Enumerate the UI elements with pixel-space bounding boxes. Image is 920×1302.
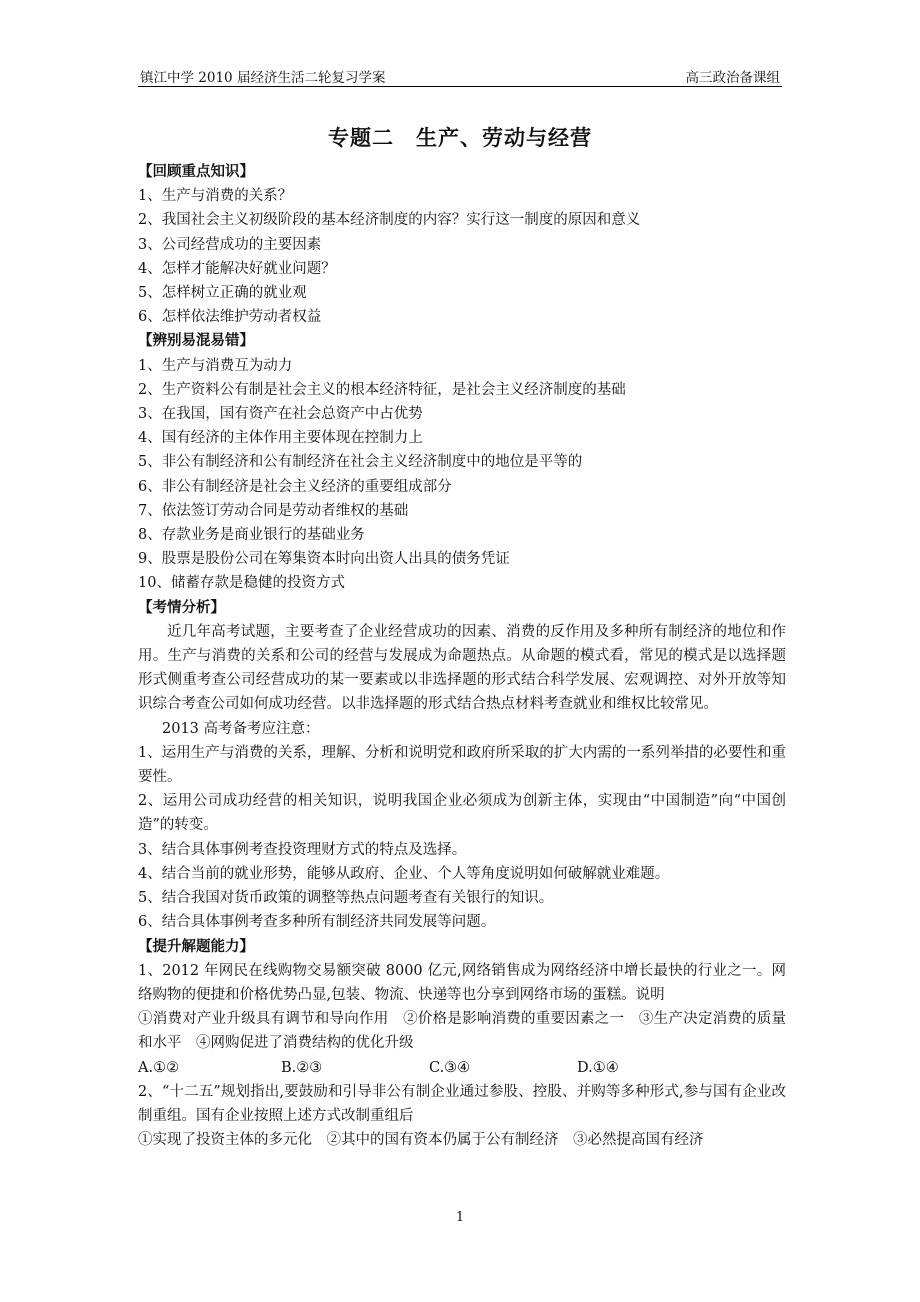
review-item: 5、怎样树立正确的就业观	[138, 285, 307, 302]
review-item: 3、公司经营成功的主要因素	[138, 236, 322, 253]
analysis-item: 6、结合具体事例考查多种所有制经济共同发展等问题。	[138, 914, 496, 931]
distinguish-item: 3、在我国，国有资产在社会总资产中占优势	[138, 406, 423, 423]
distinguish-item: 9、股票是股份公司在筹集资本时向出资人出具的债务凭证	[138, 551, 510, 568]
review-item: 6、怎样依法维护劳动者权益	[138, 309, 322, 326]
section-heading-review: 【回顾重点知识】	[138, 164, 254, 180]
analysis-note: 2013 高考备考应注意：	[162, 720, 320, 737]
distinguish-item: 1、生产与消费互为动力	[138, 357, 293, 374]
document-body	[138, 160, 786, 1152]
question-1-options	[138, 1056, 786, 1080]
option-d: D.①④	[577, 1059, 619, 1076]
section-heading-distinguish: 【辨别易混易错】	[138, 333, 254, 350]
question-2-choices: ①实现了投资主体的多元化 ②其中的国有资本仍属于公有制经济 ③必然提高国有经济	[138, 1132, 704, 1149]
page-header	[138, 64, 782, 87]
distinguish-item: 6、非公有制经济是社会主义经济的重要组成部分	[138, 478, 452, 495]
analysis-item: 5、结合我国对货币政策的调整等热点问题考查有关银行的知识。	[138, 890, 554, 907]
distinguish-item: 5、非公有制经济和公有制经济在社会主义经济制度中的地位是平等的	[138, 454, 583, 471]
distinguish-item: 10、储蓄存款是稳健的投资方式	[138, 575, 345, 592]
page-number: 1	[455, 1210, 465, 1225]
analysis-item: 3、结合具体事例考查投资理财方式的特点及选择。	[138, 841, 467, 858]
distinguish-item: 8、存款业务是商业银行的基础业务	[138, 527, 365, 544]
header-group-name: 高三政治备课组	[685, 70, 780, 86]
question-2-stem: 2、“十二五”规划指出,要鼓励和引导非公有制企业通过参股、控股、并购等多种形式,参与国有企业改制重组。国有企业按照上述方式改制重组后	[138, 1083, 786, 1124]
section-heading-practice: 【提升解题能力】	[138, 938, 254, 955]
header-school-title: 镇江中学 2010 届经济生活二轮复习学案	[140, 70, 386, 86]
option-b: B.②③	[281, 1059, 323, 1076]
analysis-paragraph: 近几年高考试题，主要考查了企业经营成功的因素、消费的反作用及多种所有制经济的地位和作用。生产与消费的关系和公司的经营与发展成为命题热点。从命题的模式看，常见的模式是以选择题形式侧重考查公司经营成功的某一要素或以非选择题的形式结合科学发展、宏观调控、对外开放等知识综合考查公司如何成功经营。以非选择题的形式结合热点材料考查就业和维权比较常见。	[138, 623, 786, 713]
document-title: 专题二 生产、劳动与经营	[328, 126, 592, 150]
review-item: 2、我国社会主义初级阶段的基本经济制度的内容？实行这一制度的原因和意义	[138, 212, 641, 229]
section-heading-analysis: 【考情分析】	[138, 599, 225, 616]
distinguish-item: 2、生产资料公有制是社会主义的根本经济特征，是社会主义经济制度的基础	[138, 381, 626, 398]
distinguish-item: 4、国有经济的主体作用主要体现在控制力上	[138, 430, 423, 447]
review-item: 1、生产与消费的关系？	[138, 188, 293, 205]
distinguish-item: 7、依法签订劳动合同是劳动者维权的基础	[138, 502, 409, 519]
analysis-item: 4、结合当前的就业形势，能够从政府、企业、个人等角度说明如何破解就业难题。	[138, 865, 670, 882]
review-item: 4、怎样才能解决好就业问题？	[138, 260, 336, 277]
question-1-stem: 1、2012 年网民在线购物交易额突破 8000 亿元,网络销售成为网络经济中增长最快的行业之一。网络购物的便捷和价格优势凸显,包装、物流、快递等也分享到网络市场的蛋糕。说明	[138, 962, 786, 1003]
question-1-choices: ①消费对产业升级具有调节和导向作用 ②价格是影响消费的重要因素之一 ③生产决定消费的质量和水平 ④网购促进了消费结构的优化升级	[138, 1011, 786, 1052]
analysis-item: 1、运用生产与消费的关系，理解、分析和说明党和政府所采取的扩大内需的一系列举措的必要性和重要性。	[138, 744, 786, 786]
analysis-item: 2、运用公司成功经营的相关知识，说明我国企业必须成为创新主体，实现由“中国制造”向“中国创造”的转变。	[138, 793, 786, 834]
option-c: C.③④	[429, 1059, 471, 1076]
option-a: A.①②	[138, 1059, 180, 1076]
